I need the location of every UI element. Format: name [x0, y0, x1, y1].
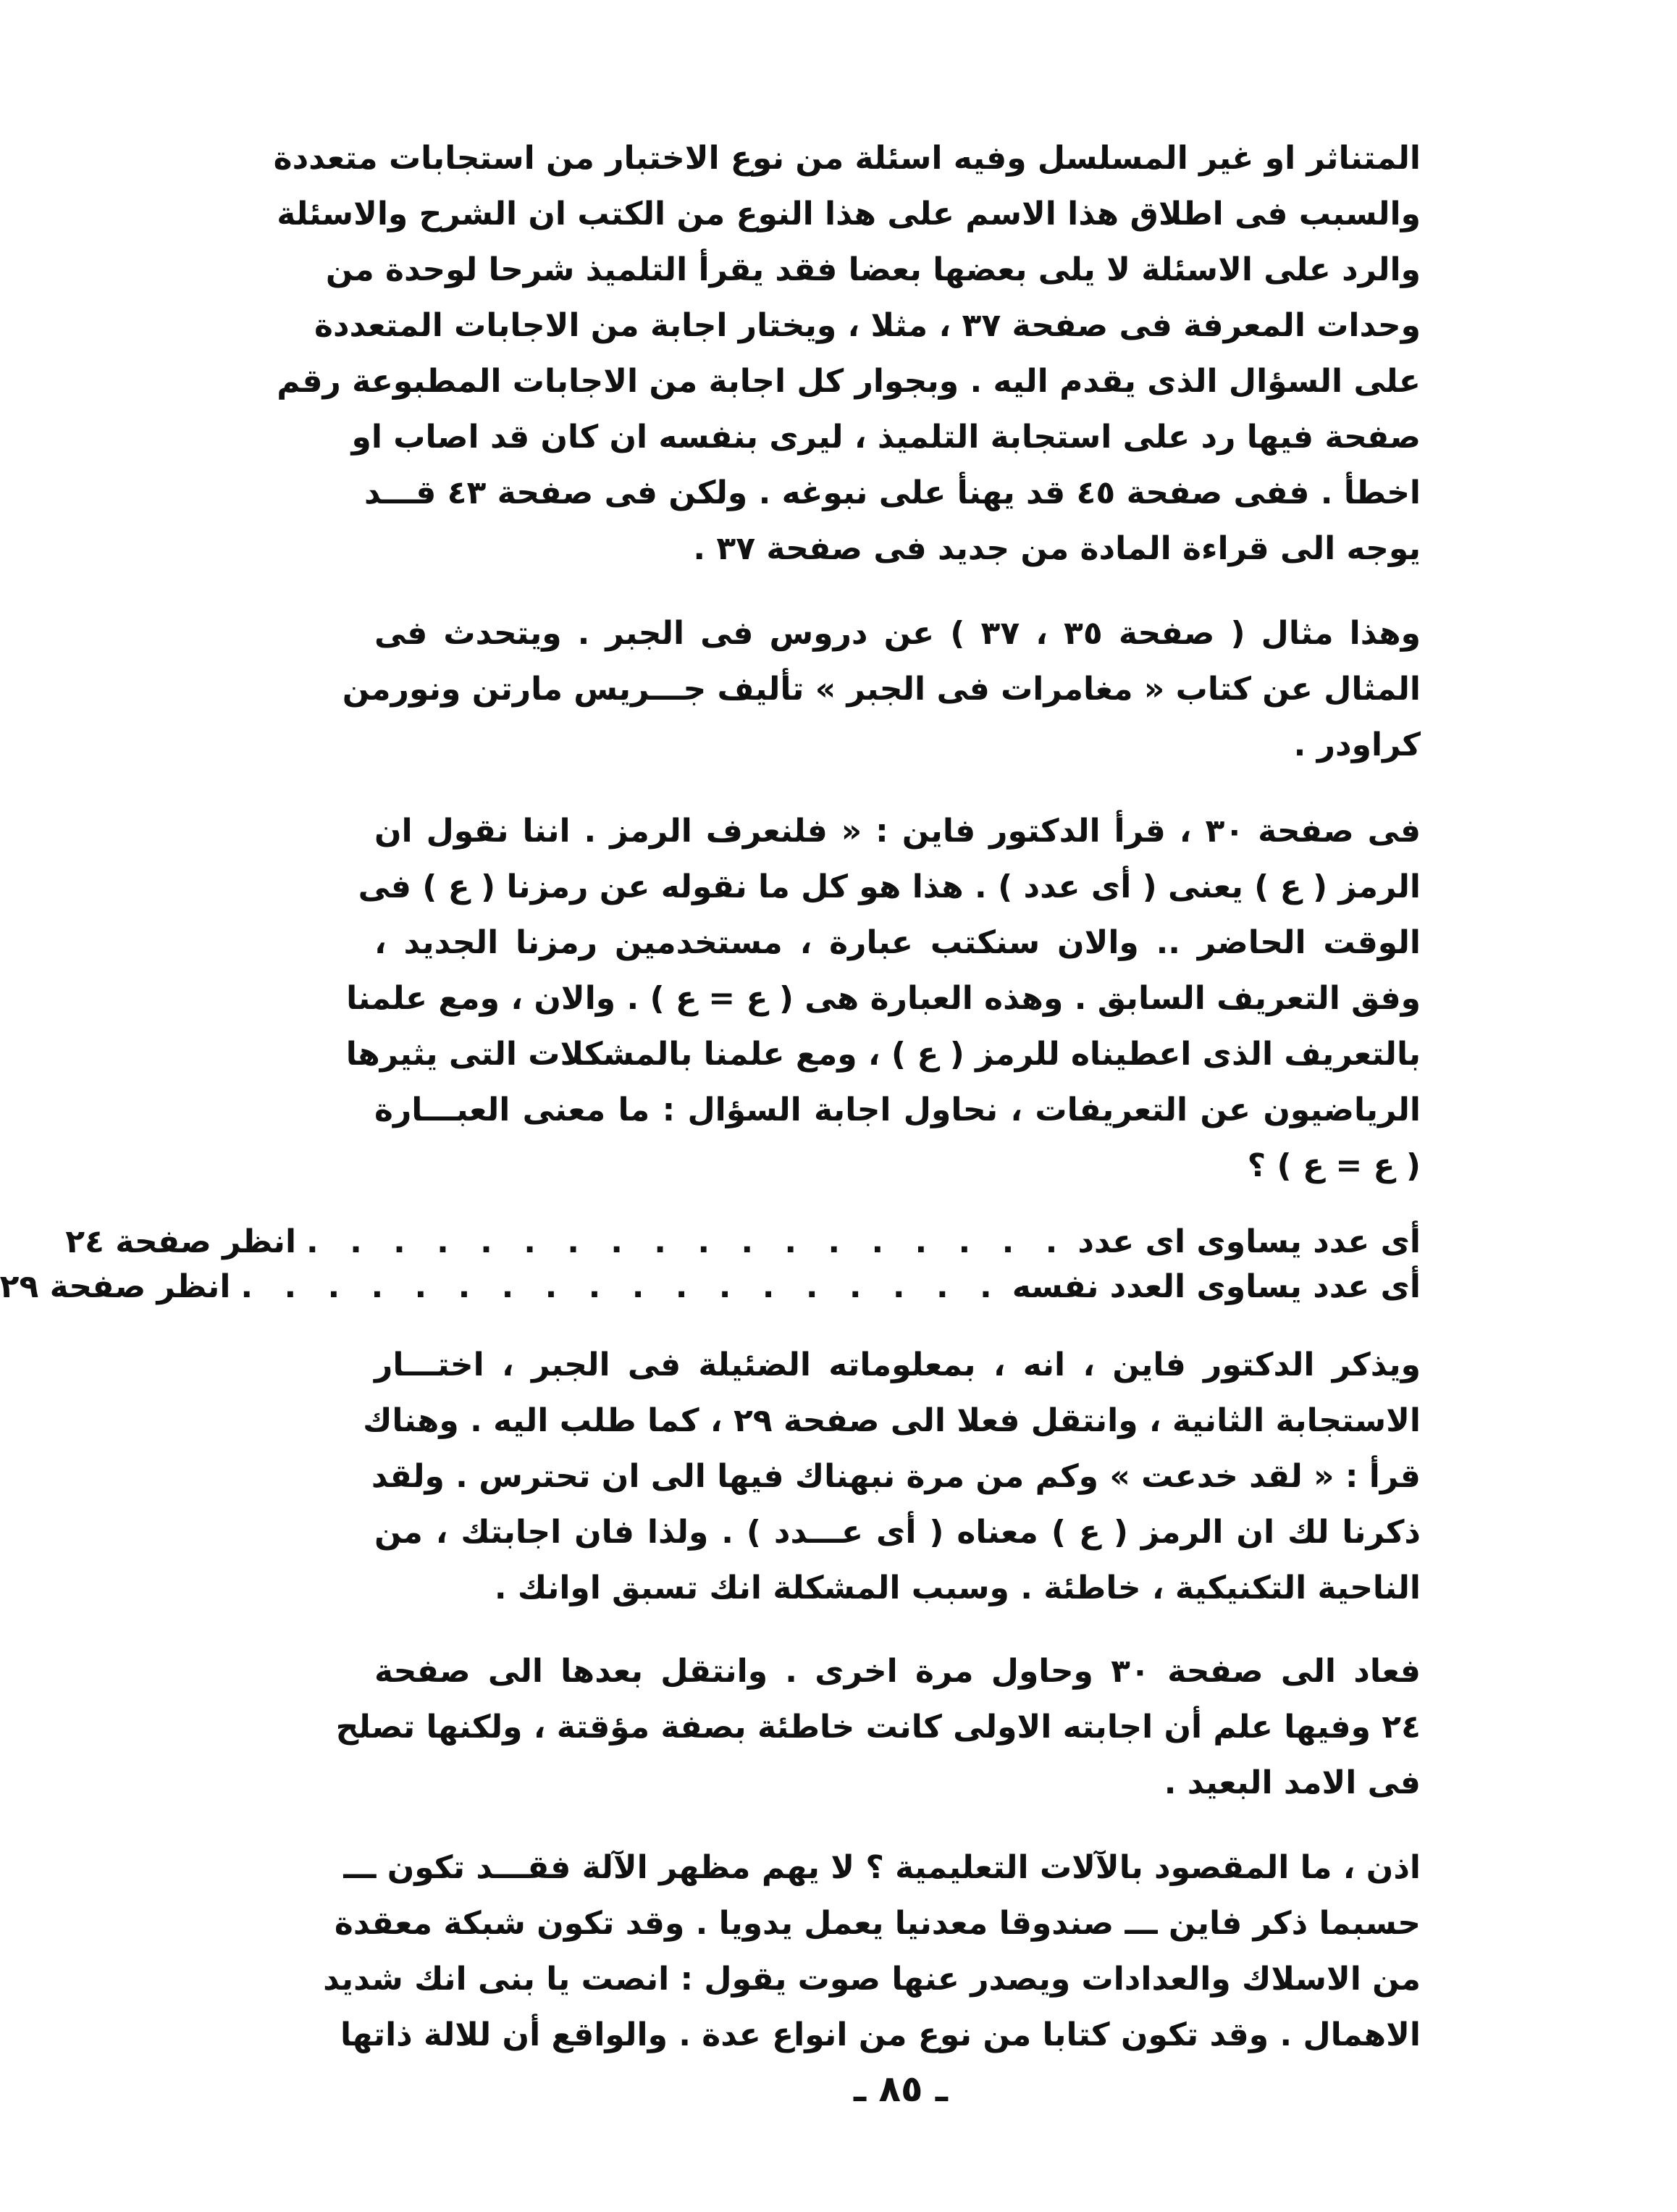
text-line: الاهمال . وقد تكون كتابا من نوع من انواع عدة . والواقع أن للالة ذاتها: [340, 2016, 1421, 2053]
text-line: من الاسلاك والعدادات ويصدر عنها صوت يقول : انصت يا بنى انك شديد: [323, 1961, 1421, 1998]
text-line: وحدات المعرفة فى صفحة ٣٧ ، مثلا ، ويختار اجابة من الاجابات المتعددة: [314, 307, 1421, 344]
text-line: ذكرنا لك ان الرمز ( ع ) معناه ( أى عـــدد ) . ولذا فان اجابتك ، من: [374, 1514, 1421, 1551]
text-line: الرمز ( ع ) يعنى ( أى عدد ) . هذا هو كل ما نقوله عن رمزنا ( ع ) فى: [358, 868, 1421, 905]
paragraph-4: [363, 1337, 1421, 1616]
choice-page-ref: انظر صفحة ٢٩: [0, 1268, 231, 1305]
paragraph-5: [335, 1643, 1421, 1811]
text-line: الوقت الحاضر .. والان سنكتب عبارة ، مستخدمين رمزنا الجديد ،: [374, 924, 1421, 961]
text-line: صفحة فيها رد على استجابة التلميذ ، ليرى بنفسه ان كان قد اصاب او: [351, 419, 1421, 456]
text-line: بالتعريف الذى اعطيناه للرمز ( ع ) ، ومع علمنا بالمشكلات التى يثيرها: [345, 1036, 1421, 1073]
page-number-text: ـ ٨٥ ـ: [853, 2068, 949, 2110]
text-line: ( ع = ع ) ؟: [1247, 1147, 1421, 1184]
paragraph-2: [342, 606, 1421, 773]
text-line: اخطأ . ففى صفحة ٤٥ قد يهنأ على نبوغه . ولكن فى صفحة ٤٣ قـــد: [363, 474, 1421, 511]
text-line: والرد على الاسئلة لا يلى بعضها بعضا فقد يقرأ التلميذ شرحا لوحدة من: [325, 251, 1421, 288]
choice-leader-dots: . . . . . . . . . . . . . . . . . .: [306, 1223, 1068, 1260]
text-line: قرأ : « لقد خدعت » وكم من مرة نبهناك فيها الى ان تحترس . ولقد: [371, 1458, 1421, 1495]
paragraph-1: [273, 130, 1421, 577]
choice-text: أى عدد يساوى اى عدد: [1077, 1223, 1421, 1260]
paragraph-6: [323, 1840, 1421, 2063]
paragraph-3: [345, 803, 1421, 1194]
choice-page-ref: انظر صفحة ٢٤: [65, 1223, 297, 1260]
text-line: ويذكر الدكتور فاين ، انه ، بمعلوماته الضئيلة فى الجبر ، اختـــار: [374, 1346, 1421, 1383]
page-body: [0, 130, 1421, 2071]
text-line: الناحية التكنيكية ، خاطئة . وسبب المشكلة انك تسبق اوانك .: [494, 1570, 1421, 1606]
text-line: والسبب فى اطلاق هذا الاسم على هذا النوع من الكتب ان الشرح والاسئلة: [277, 196, 1421, 232]
text-line: الرياضيون عن التعريفات ، نحاول اجابة السؤال : ما معنى العبـــارة: [374, 1092, 1421, 1128]
text-line: على السؤال الذى يقدم اليه . وبجوار كل اجابة من الاجابات المطبوعة رقم: [277, 363, 1421, 400]
answer-choice: [65, 1220, 1421, 1265]
text-line: اذن ، ما المقصود بالآلات التعليمية ؟ لا يهم مظهر الآلة فقـــد تكون ـــ: [343, 1849, 1421, 1886]
answer-choice: [0, 1265, 1421, 1310]
choice-text: أى عدد يساوى العدد نفسه: [1012, 1268, 1421, 1305]
text-line: الاستجابة الثانية ، وانتقل فعلا الى صفحة ٢٩ ، كما طلب اليه . وهناك: [363, 1402, 1421, 1439]
text-line: فى صفحة ٣٠ ، قرأ الدكتور فاين : « فلنعرف الرمز . اننا نقول ان: [374, 813, 1421, 850]
text-line: ٢٤ وفيها علم أن اجابته الاولى كانت خاطئة بصفة مؤقتة ، ولكنها تصلح: [335, 1709, 1421, 1746]
text-line: حسبما ذكر فاين ـــ صندوقا معدنيا يعمل يدويا . وقد تكون شبكة معقدة: [334, 1905, 1421, 1942]
text-line: فعاد الى صفحة ٣٠ وحاول مرة اخرى . وانتقل بعدها الى صفحة: [374, 1653, 1421, 1690]
choice-leader-dots: . . . . . . . . . . . . . . . . . .: [240, 1268, 1002, 1305]
text-line: المثال عن كتاب « مغامرات فى الجبر » تأليف جـــريس مارتن ونورمن: [342, 671, 1421, 708]
text-line: المتناثر او غير المسلسل وفيه اسئلة من نوع الاختبار من استجابات متعددة: [273, 140, 1421, 177]
text-line: وهذا مثال ( صفحة ٣٥ ، ٣٧ ) عن دروس فى الجبر . ويتحدث فى: [374, 615, 1421, 652]
text-line: يوجه الى قراءة المادة من جديد فى صفحة ٣٧ .: [693, 530, 1421, 567]
text-line: فى الامد البعيد .: [1164, 1764, 1421, 1801]
text-line: كراودر .: [1293, 726, 1421, 763]
page-number: [125, 2068, 1677, 2110]
text-line: وفق التعريف السابق . وهذه العبارة هى ( ع = ع ) . والان ، ومع علمنا: [346, 980, 1421, 1017]
answer-choices: [0, 1220, 1421, 1310]
